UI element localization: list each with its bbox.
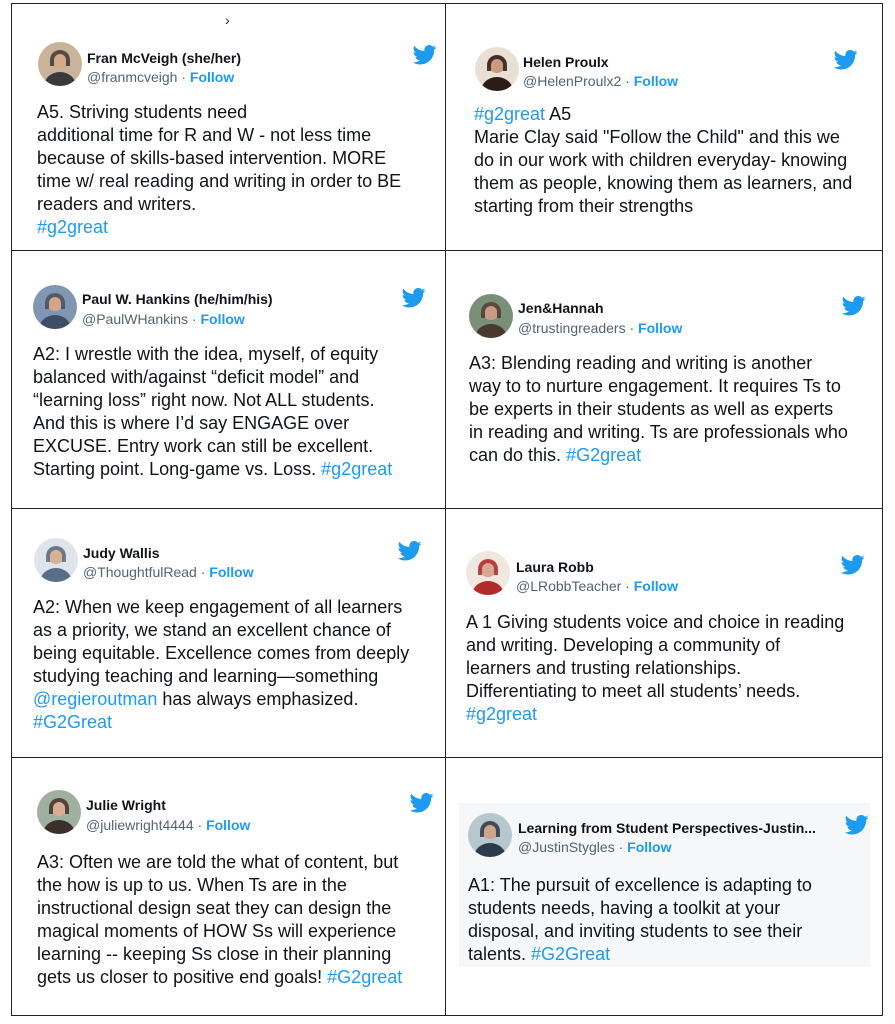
handle-row [518, 839, 671, 855]
author-name[interactable]: Judy Wallis [83, 545, 160, 561]
avatar[interactable] [475, 47, 519, 91]
author-name[interactable]: Fran McVeigh (she/her) [87, 50, 242, 66]
author-handle[interactable]: @PaulWHankins [82, 311, 189, 327]
separator-dot: · [193, 817, 207, 833]
avatar[interactable] [37, 790, 81, 834]
grid-divider-vertical [445, 3, 446, 1016]
tweet-text-segment: learning -- keeping Ss close in their planning [37, 944, 392, 964]
tweet-text-segment: learners and trusting relationships. [466, 658, 742, 678]
hashtag-link[interactable]: #G2Great [33, 712, 113, 732]
tweet-line [37, 897, 402, 920]
tweet-text-segment: “learning loss” right now. Not ALL students. [33, 390, 375, 410]
tweet-text [37, 101, 401, 239]
tweet-text-segment: A2: When we keep engagement of all learners [33, 597, 403, 617]
tweet-text-segment: the how is up to us. When Ts are in the [37, 875, 347, 895]
author-name[interactable]: Paul W. Hankins (he/him/his) [82, 291, 273, 307]
twitter-bird-icon[interactable] [842, 296, 866, 316]
handle-row [518, 320, 682, 336]
mention-link[interactable]: @regieroutman [33, 689, 158, 709]
tweet-text-segment: be experts in their students as well as experts [469, 399, 834, 419]
tweet-text-segment: can do this. [469, 445, 567, 465]
tweet-line [466, 703, 844, 726]
tweet-line [468, 874, 812, 897]
tweet-line [469, 398, 848, 421]
tweet-line [33, 343, 392, 366]
tweet-text [466, 611, 844, 726]
tweet-line [469, 444, 848, 467]
author-name[interactable]: Helen Proulx [523, 54, 609, 70]
grid-divider-row-3 [11, 757, 883, 758]
tweet-text-segment: Starting point. Long-game vs. Loss. [33, 459, 322, 479]
tweet-text-segment: in reading and writing. Ts are professionals who [469, 422, 848, 442]
tweet-text-segment: Differentiating to meet all students’ needs. [466, 681, 801, 701]
hashtag-link[interactable]: #G2great [327, 967, 403, 987]
tweet-line [468, 943, 812, 966]
hashtag-link[interactable]: #G2Great [531, 944, 611, 964]
separator-dot: · [625, 320, 639, 336]
separator-dot: · [196, 564, 210, 580]
avatar[interactable] [34, 538, 78, 582]
avatar[interactable] [33, 285, 77, 329]
tweet-line [37, 216, 401, 239]
twitter-bird-icon[interactable] [398, 541, 422, 561]
follow-button[interactable]: Follow [200, 311, 245, 327]
handle-row [516, 578, 678, 594]
avatar[interactable] [38, 42, 82, 86]
follow-button[interactable]: Follow [633, 73, 679, 89]
avatar[interactable] [466, 551, 510, 595]
hashtag-link[interactable]: #g2great [474, 104, 546, 124]
author-name[interactable]: Jen&Hannah [518, 300, 604, 316]
tweet-line [37, 874, 402, 897]
tweet-line [469, 375, 848, 398]
author-handle[interactable]: @JustinStygles [518, 839, 615, 855]
twitter-bird-icon[interactable] [402, 288, 426, 308]
tweet-text-segment: Marie Clay said "Follow the Child" and this we [474, 127, 840, 147]
twitter-bird-icon[interactable] [413, 45, 437, 65]
tweet-text-segment: A2: I wrestle with the idea, myself, of equity [33, 344, 379, 364]
tweet-line [474, 195, 852, 218]
tweet-text-segment: them as people, knowing them as learners, and [474, 173, 853, 193]
tweet-text-segment: and writing. Developing a community of [466, 635, 781, 655]
author-name[interactable]: Learning from Student Perspectives-Justin... [518, 820, 816, 836]
tweet-text-segment: A 1 Giving students voice and choice in reading [466, 612, 845, 632]
tweet-text-segment: do in our work with children everyday- knowing [474, 150, 848, 170]
hashtag-link[interactable]: #G2great [566, 445, 642, 465]
tweet-line [469, 421, 848, 444]
separator-dot: · [621, 73, 634, 89]
tweet-text-segment: additional time for R and W - not less time [37, 125, 372, 145]
author-handle[interactable]: @LRobbTeacher [516, 578, 622, 594]
twitter-bird-icon[interactable] [410, 793, 434, 813]
tweet-text-segment: magical moments of HOW Ss will experience [37, 921, 397, 941]
tweet-text [37, 851, 402, 989]
tweet-line [33, 435, 392, 458]
tweet-text-segment: way to to nurture engagement. It requires Ts to [469, 376, 841, 396]
tweet-text [474, 103, 852, 218]
author-handle[interactable]: @juliewright4444 [86, 817, 194, 833]
tweet-text-segment: A3: Often we are told the what of content, but [37, 852, 399, 872]
tweet-text-segment: starting from their strengths [474, 196, 694, 216]
tweet-line [37, 920, 402, 943]
tweet-line [37, 966, 402, 989]
separator-dot: · [621, 578, 634, 594]
tweet-line [33, 688, 409, 711]
author-name[interactable]: Laura Robb [516, 559, 594, 575]
tweet-text-segment: instructional design seat they can design the [37, 898, 392, 918]
handle-row [523, 73, 678, 89]
chevron-right-icon[interactable]: › [225, 12, 230, 28]
tweet-line [33, 458, 392, 481]
twitter-bird-icon[interactable] [845, 815, 869, 835]
tweet-line [37, 851, 402, 874]
tweet-line [466, 611, 844, 634]
follow-button[interactable]: Follow [638, 320, 683, 336]
follow-button[interactable]: Follow [627, 839, 672, 855]
separator-dot: · [614, 839, 628, 855]
tweet-line [468, 920, 812, 943]
tweet-text-segment: talents. [468, 944, 532, 964]
tweet-line [33, 596, 409, 619]
tweet-line [469, 352, 848, 375]
tweet-line [474, 149, 852, 172]
avatar[interactable] [469, 294, 513, 338]
tweet-text-segment: balanced with/against “deficit model” and [33, 367, 360, 387]
tweet-line [466, 657, 844, 680]
handle-row [87, 69, 234, 85]
tweet-line [474, 126, 852, 149]
tweet-line [33, 665, 409, 688]
tweet-text-segment: gets us closer to positive end goals! [37, 967, 328, 987]
separator-dot: · [188, 311, 201, 327]
separator-dot: · [177, 69, 190, 85]
tweet-line [37, 943, 402, 966]
hashtag-link[interactable]: #g2great [466, 704, 538, 724]
tweet-text-segment: A1: The pursuit of excellence is adapting to [468, 875, 812, 895]
tweet-line [474, 172, 852, 195]
author-name[interactable]: Julie Wright [86, 797, 166, 813]
tweet-text-segment: disposal, and inviting students to see their [468, 921, 803, 941]
tweet-text-segment: readers and writers. [37, 194, 197, 214]
tweet-text-segment: as a priority, we stand an excellent chance of [33, 620, 391, 640]
follow-button[interactable]: Follow [209, 564, 254, 580]
tweet-text-segment: studying teaching and learning—something [33, 666, 379, 686]
tweet-line [33, 711, 409, 734]
tweet-text-segment: time w/ real reading and writing in order to BE [37, 171, 402, 191]
tweet-line [37, 193, 401, 216]
hashtag-link[interactable]: #g2great [321, 459, 393, 479]
tweet-text-segment: has always emphasized. [157, 689, 359, 709]
author-handle[interactable]: @ThoughtfulRead [83, 564, 197, 580]
tweet-line [466, 680, 844, 703]
tweet-line [37, 101, 401, 124]
tweet-text-segment: because of skills-based intervention. MORE [37, 148, 387, 168]
tweet-line [33, 412, 392, 435]
tweet-text [469, 352, 848, 467]
hashtag-link[interactable]: #g2great [37, 217, 109, 237]
author-handle[interactable]: @HelenProulx2 [523, 73, 622, 89]
grid-divider-row-1 [11, 250, 883, 251]
handle-row [86, 817, 250, 833]
tweet-text [468, 874, 812, 966]
grid-divider-row-2 [11, 508, 883, 509]
follow-button[interactable]: Follow [189, 69, 235, 85]
follow-button[interactable]: Follow [633, 578, 679, 594]
avatar[interactable] [468, 813, 512, 857]
tweet-text [33, 343, 392, 481]
tweet-text-segment: And this is where I’d say ENGAGE over [33, 413, 350, 433]
tweet-text-segment: A5 [545, 104, 572, 124]
twitter-bird-icon[interactable] [841, 555, 865, 575]
tweet-text-segment: students needs, having a toolkit at your [468, 898, 781, 918]
tweet-text-segment: A3: Blending reading and writing is another [469, 353, 813, 373]
tweet-line [33, 619, 409, 642]
tweet-line [33, 366, 392, 389]
tweet-line [474, 103, 852, 126]
tweet-text [33, 596, 409, 734]
author-handle[interactable]: @trustingreaders [518, 320, 626, 336]
author-handle[interactable]: @franmcveigh [87, 69, 178, 85]
twitter-bird-icon[interactable] [834, 50, 858, 70]
tweet-line [37, 124, 401, 147]
tweet-line [33, 642, 409, 665]
handle-row [83, 564, 254, 580]
tweet-line [37, 170, 401, 193]
tweet-line [33, 389, 392, 412]
tweet-line [466, 634, 844, 657]
tweet-text-segment: EXCUSE. Entry work can still be excellent. [33, 436, 374, 456]
tweet-line [37, 147, 401, 170]
tweet-text-segment: being equitable. Excellence comes from deeply [33, 643, 410, 663]
follow-button[interactable]: Follow [206, 817, 251, 833]
handle-row [82, 311, 245, 327]
tweet-text-segment: A5. Striving students need [37, 102, 248, 122]
tweet-line [468, 897, 812, 920]
